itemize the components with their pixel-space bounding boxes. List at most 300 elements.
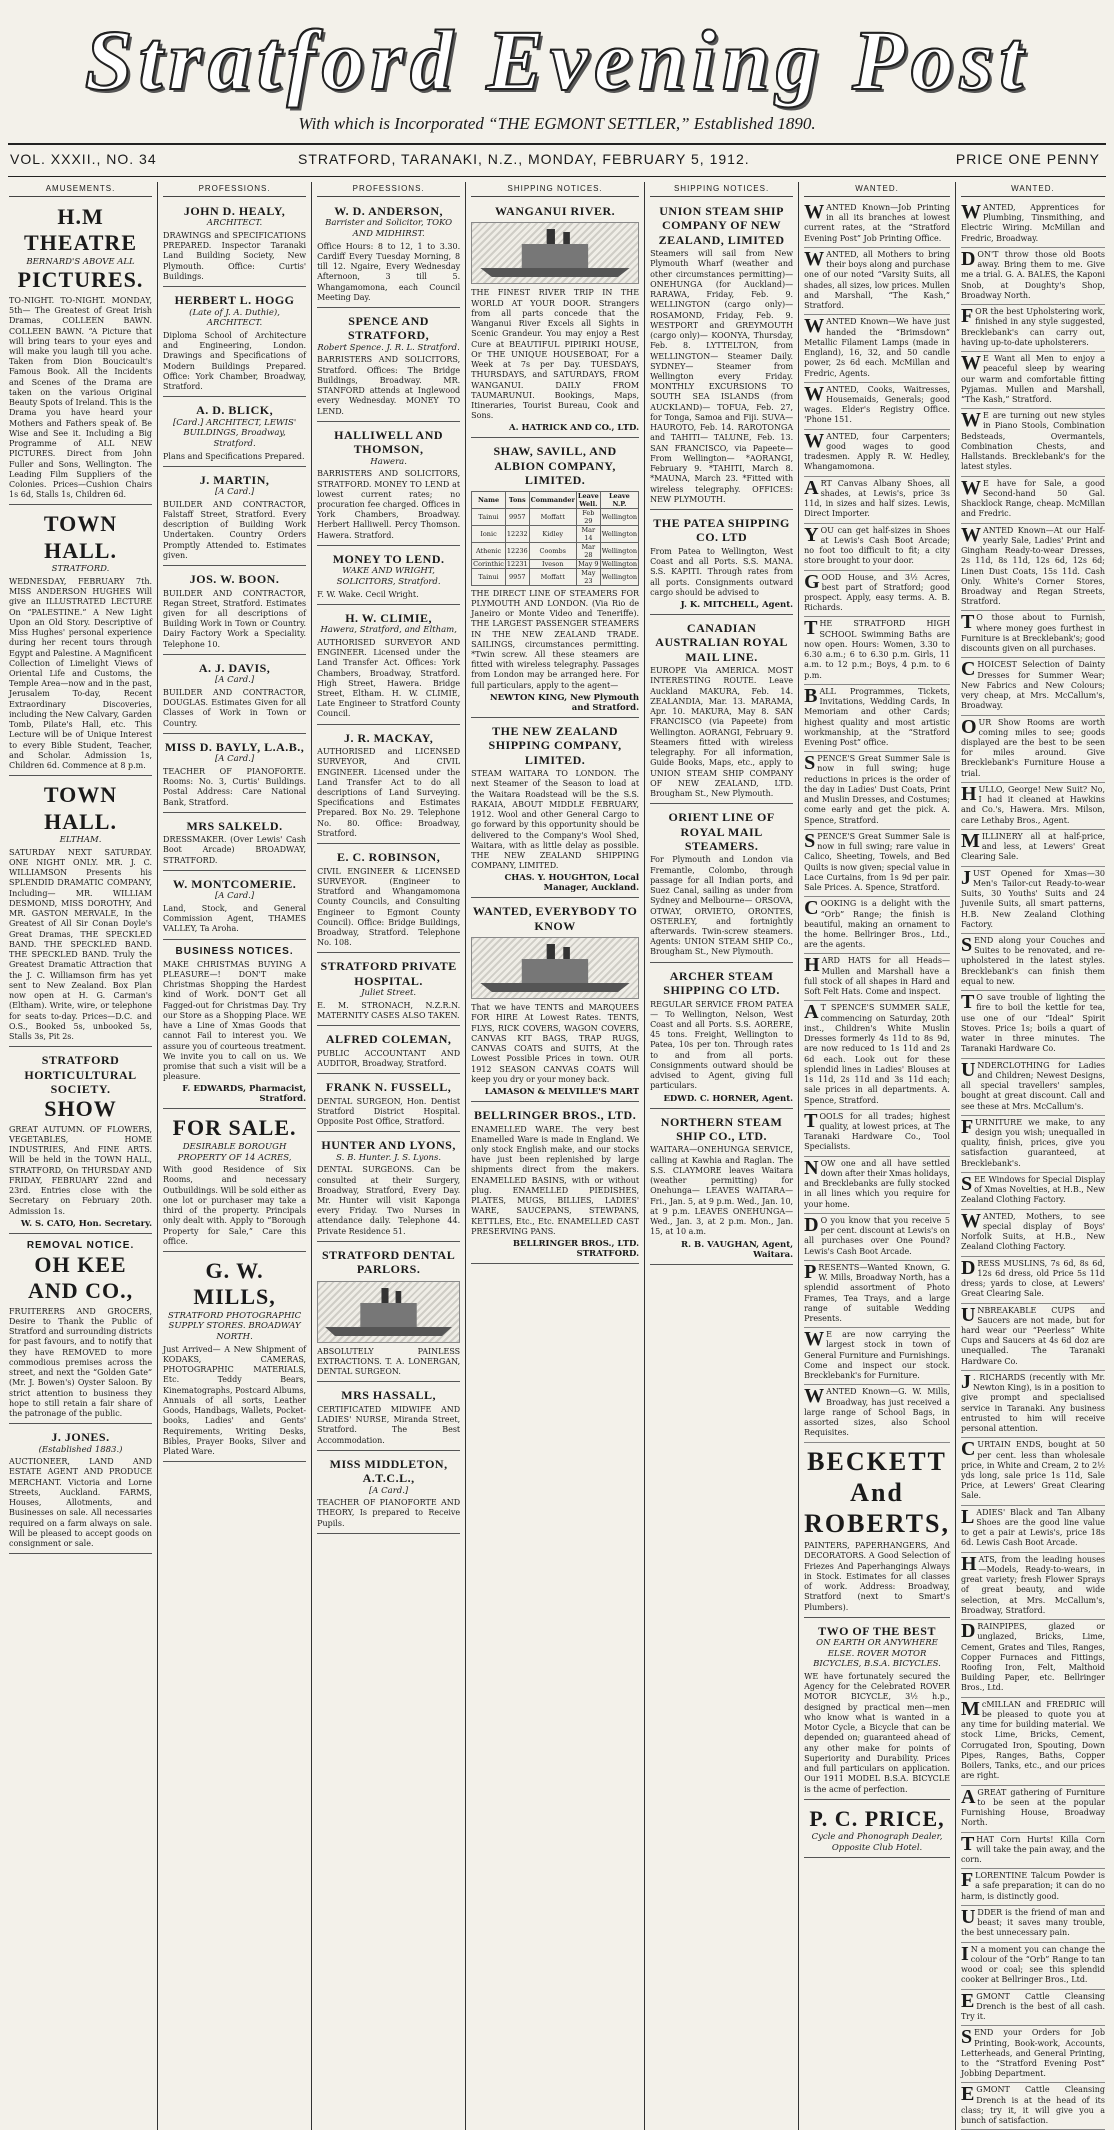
drop-cap: U [960, 1058, 976, 1081]
column-1 [4, 182, 158, 2130]
column-2 [158, 182, 312, 2130]
advertisement [650, 966, 793, 1109]
classified-text: O those about to Furnish, where money goes furthest in Furniture is at Brecklebank's; good discounts given on all purchases. [960, 613, 1105, 654]
illustration [471, 222, 639, 284]
masthead [0, 0, 1114, 150]
drop-cap: U [960, 1905, 976, 1928]
ad-signature: W. S. CATO, Hon. Secretary. [20, 1218, 153, 1229]
classified-ad [961, 305, 1105, 352]
ad-title: J. R. MACKAY, [343, 730, 434, 745]
table-cell: Moffatt [529, 508, 576, 525]
advertisement [804, 1803, 950, 1859]
drop-cap: W [960, 523, 981, 546]
classified-ad [961, 783, 1105, 830]
advertisement [317, 1077, 460, 1132]
advertisement [9, 1427, 152, 1554]
table-cell: May 23 [576, 568, 600, 585]
advertisement [317, 1245, 460, 1382]
header-rule-bottom [8, 176, 1106, 177]
drop-cap: U [960, 1303, 976, 1326]
table-cell: May 9 [578, 559, 599, 568]
ad-title: P. C. PRICE, [809, 1805, 945, 1831]
drop-cap: A [804, 476, 819, 499]
drop-cap: D [804, 1213, 819, 1236]
ad-body: BUILDER AND CONTRACTOR, DOUGLAS. Estimates Given for all Classes of Work in Town or Country. [163, 687, 307, 728]
advertisement [163, 569, 306, 655]
classified-ad [804, 1001, 950, 1109]
ad-body: Land, Stock, and General Commission Agent, THAMES VALLEY, Ta Aroha. [163, 903, 307, 934]
illustration [317, 1281, 460, 1343]
table-cell: Moffatt [529, 568, 576, 585]
classified-ad [961, 1833, 1105, 1870]
ad-body: PUBLIC ACCOUNTANT AND AUDITOR, Broadway, Stratford. [317, 1048, 461, 1068]
classified-ad [961, 1173, 1105, 1210]
ad-title: WANTED, EVERYBODY TO KNOW [472, 904, 638, 933]
drop-cap: W [804, 201, 825, 223]
ad-body: Diploma School of Architecture and Engineering, London. Drawings and Specifications of Modern Buildings Prepared. Office: York Chamber, Broadway, Stratford. [163, 330, 307, 391]
classified-text: HOICEST Selection of Dainty Dresses for Summer Wear; New Fabrics and New Colours; very cheap, at Mrs. McCallum's, Broadway. [960, 660, 1105, 711]
advertisement [163, 400, 306, 467]
classified-text: END your Orders for Job Printing, Book-work, Accounts, Letterheads, and General Printing, to the “Stratford Evening Post” Jobbing Department. [960, 2028, 1105, 2079]
ad-body: E. M. STRONACH, N.Z.R.N. MATERNITY CASES ALSO TAKEN. [317, 1000, 461, 1021]
sailing-table-header: Leave N.P. [600, 491, 638, 508]
sailing-table-header: Commander [529, 491, 576, 508]
classified-ad [804, 1328, 950, 1385]
table-cell: Tainui [472, 508, 506, 525]
advertisement [650, 201, 793, 510]
ad-title: UNION STEAM SHIP COMPANY OF NEW ZEALAND, LIMITED [658, 204, 785, 247]
drop-cap: O [960, 715, 977, 738]
ad-title: ORIENT LINE OF ROYAL MAIL STEAMERS. [668, 810, 775, 853]
sailing-table [471, 491, 639, 586]
classified-text: E have for Sale, a good Second-hand 50 Gal. Shacklock Range, cheap. McMillan and Fredric. [960, 478, 1105, 519]
drop-cap: S [960, 2026, 973, 2049]
drop-cap: H [804, 954, 820, 977]
advertisement [163, 201, 306, 287]
drop-cap: S [804, 752, 816, 775]
advertisement [163, 290, 306, 397]
classified-text: ATS, from the leading houses—Models, Ready-to-wears, in great variety; fresh Flower Sprays of great beauty, and wide selection, at Mrs. McCallum's, Broadway, Stratford. [960, 1554, 1105, 1615]
table-cell: Athenic [472, 542, 506, 559]
column-heading: WANTED. [961, 182, 1105, 197]
ad-title: E. C. ROBINSON, [337, 850, 441, 865]
advertisement [317, 549, 460, 605]
classified-ad [804, 830, 950, 897]
drop-cap: H [960, 1552, 977, 1575]
drop-cap: A [960, 1785, 976, 1808]
ad-title: BECKETT And ROBERTS, [804, 1446, 950, 1538]
table-cell: 12236 [505, 542, 529, 559]
dateline [8, 147, 1106, 173]
classified-text: ILLINERY all at half-price, and less, at Lewers' Great Clearing Sale. [960, 831, 1105, 862]
ad-subtitle: Juliet Street. [361, 988, 417, 999]
advertisement [317, 425, 460, 546]
ad-title: HERBERT L. HOGG [174, 293, 295, 308]
drop-cap: P [804, 1260, 817, 1283]
drop-cap: B [804, 684, 818, 707]
advertisement [163, 1255, 306, 1462]
column-heading: WANTED. [804, 182, 950, 197]
classified-ad [804, 1110, 950, 1157]
classified-ad [804, 752, 950, 830]
classified-ad [804, 897, 950, 954]
drop-cap: Y [804, 523, 819, 546]
ad-body: TEACHER OF PIANOFORTE. Rooms: No. 3, Curtis' Buildings. Postal Address: Care National Bank, Stratford. [163, 766, 307, 807]
ad-subtitle: Hawera, Stratford, and Eltham, [320, 625, 457, 636]
classified-ad [804, 1385, 950, 1442]
sailing-table-header: Name [472, 491, 506, 508]
ad-subtitle: [A Card.] [214, 675, 255, 686]
ad-body: WEDNESDAY, FEBRUARY 7th. MISS ANDERSON HUGHES Will give an ILLUSTRATED LECTURE On “PALESTINE.” A New Light Upon an Old Story. Descriptive of Miss Hughes' personal experience during her recent tours through Egypt and Palestine. A Magnificent Collection of Limelight Views of Oriental Life and Customs, the Temple Area—now and in the past, Jerusalem To-day, Recent Extraordinary Discoveries, including the New Calvary, Garden Tomb, Pilate's Hall, etc. This Lecture will be of Unique Interest to every Bible Student, Teacher, and Scholar. Admission 1s, Children 6d. Commence at 8 p.m. [9, 576, 153, 771]
classified-text: GMONT Cattle Cleansing Drench is at the head of its class; try it, it will give you a bunch of satisfaction. [960, 2085, 1105, 2126]
classified-ad [804, 524, 950, 571]
table-cell: Wellington [600, 568, 638, 585]
classified-ad [961, 991, 1105, 1058]
advertisement [650, 807, 793, 963]
ad-subtitle: Barrister and Solicitor, TOKO AND MIDHIRST. [325, 218, 453, 240]
ad-signature: EDWD. C. HORNER, Agent. [663, 1093, 794, 1104]
advertisement [317, 1385, 460, 1450]
ad-body: AUCTIONEER, LAND AND ESTATE AGENT AND PRODUCE MERCHANT. Victoria and Lorne Streets, Auckland. FARMS, Houses, Allotments, and Businesses on sale. All necessaries required on a farm always on sale. Will be pleased to accept goods on consignment or sale. [9, 1457, 153, 1549]
drop-cap: C [960, 658, 976, 681]
column-heading: SHIPPING NOTICES. [650, 182, 793, 197]
column-3 [312, 182, 466, 2130]
table-cell: Kidley [529, 525, 576, 542]
ad-body: Plans and Specifications Prepared. [163, 451, 305, 461]
table-cell: Wellington [600, 542, 638, 559]
ad-subtitle: [A Card.] [214, 487, 255, 498]
sailing-table-header: Leave Well. [577, 491, 599, 508]
ad-signature: LAMASON & MELVILLE'S MART [484, 1087, 640, 1098]
drop-cap: F [960, 1869, 974, 1892]
classified-ad [961, 1059, 1105, 1116]
classified-text: ALL Programmes, Tickets, Invitations, Wedding Cards, In Memoriam and other Cards; highest quality and most artistic workmanship, at the “Stratford Evening Post” office. [804, 686, 950, 748]
column-5 [645, 182, 799, 2130]
advertisement [163, 1112, 306, 1252]
ad-subtitle: BERNARD'S ABOVE ALL [26, 256, 135, 267]
drop-cap: W [804, 382, 825, 405]
ad-title: W. D. ANDERSON, [334, 204, 443, 218]
classified-ad [804, 617, 950, 684]
advertisement [471, 901, 639, 1102]
ad-subtitle: Cycle and Phonograph Dealer, Opposite Club Hotel. [811, 1832, 943, 1853]
classified-text: O save trouble of lighting the fire to boil the kettle for tea, use one of our “Ideal” Spirit Stoves. Price 1s; boils a quart of water in three minutes. The Taranaki Hardware Co. [960, 993, 1105, 1054]
drop-cap: F [960, 1115, 974, 1138]
ad-body: MAKE CHRISTMAS BUYING A PLEASURE—! DON'T make Christmas Shopping the Hardest kind of Work. DON'T Get all Fagged-out for Christmas Day. Try our Store as a Shopping Place. WE have a Line of Xmas Goods that cannot Fail to interest you. We assure you of courteous treatment. We invite you to call on us. We promise that such a visit will be a pleasure. [163, 959, 307, 1082]
ad-body: Office Hours: 8 to 12, 1 to 3.30. Cardiff Every Tuesday Morning, 8 till 12. Ngaire, Every Wednesday Afternoon, 3 till 5. Whangamomona, each Council Meeting Day. [317, 241, 461, 302]
ad-body: AUTHORISED and LICENSED SURVEYOR, And CIVIL ENGINEER. Licensed under the Land Transfer Act to do all descriptions of Land Surveying. Specifications and Estimates Prepared. Box No. 29. Telephone No. 80. Office: Broadway, Stratford. [317, 747, 461, 838]
classified-text: RESENTS—Wanted Known, G. W. Mills, Broadway North, has a splendid assortment of Photo Frames, Tea Trays, and a large range of suitable Wedding Presents. [804, 1262, 950, 1323]
ad-body: DENTAL SURGEON, Hon. Dentist Stratford District Hospital. Opposite Post Office, Stratford. [317, 1096, 461, 1127]
classified-text: ANTED, Apprentices for Plumbing, Tinsmithing, and Electric Wiring. McMillan and Fredric, Broadway. [960, 203, 1105, 243]
drop-cap: I [960, 1942, 969, 1965]
column-heading: AMUSEMENTS. [9, 182, 152, 197]
classified-text: E are now carrying the largest stock in town of General Furniture and Furnishings. Come and inspect our stock. Brecklebank's for Furniture. [804, 1330, 950, 1381]
classified-text: ANTED, all Mothers to bring their boys along and purchase one of our noted “Varsity Suits, all shades, all sizes, low prices. Mullen and Marshall, “The Kash,” Stratford. [804, 249, 950, 311]
ad-title: H.M THEATRE [24, 204, 137, 256]
column-heading: PROFESSIONS. [317, 182, 460, 197]
table-row [472, 542, 639, 559]
ad-headline: OH KEE AND CO., [27, 1251, 134, 1304]
ad-title: H. W. CLIMIE, [345, 610, 433, 625]
ad-body: PAINTERS, PAPERHANGERS, And DECORATORS. A Good Selection of Friezes And Paperhangings Always in Stock. Estimates for all classes of work. Address: Broadway, Stratford (next to Smart's Plumbers). [804, 1541, 950, 1612]
ad-body: That we have TENTS and MARQUEES FOR HIRE At Lowest Rates. TENTS, FLYS, RICK COVERS, WAGON COVERS, CANVAS KIT BAGS, TRAP RUGS, CANVAS COATS and SUITS, At the Lowest Possible Prices in town. OUR 1912 SEASON CANVAS COATS Will keep you dry or your money back. [471, 1003, 640, 1084]
drop-cap: D [960, 1620, 976, 1643]
classified-ad [961, 1620, 1105, 1698]
classified-ad [961, 477, 1105, 524]
table-cell: Corinthic [473, 559, 504, 568]
classified-ad [961, 2026, 1105, 2083]
ad-signature: A. HATRICK AND CO., LTD. [509, 423, 640, 434]
ad-title: J. MARTIN, [199, 472, 270, 487]
table-row [472, 568, 639, 585]
classified-text: . RICHARDS (recently with Mr. Newton King), is in a position to give prompt and specialised service in Taranaki. Any business entrusted to him will receive personal attention. [960, 1372, 1105, 1434]
ad-body: With good Residence of Six Rooms, and necessary Outbuildings. Will be sold either as one lot or purchaser may take a third of the property. Principals only dealt with. Apply to “Borough Property for Sale,” Care this office. [163, 1165, 307, 1246]
classified-text: ADIES' Black and Tan Albany Shoes are the good line value to get a pair at Lewis's, price 18s 6d. Lewis Cash Boot Arcade. [960, 1507, 1105, 1548]
classified-ad [804, 430, 950, 477]
drop-cap: E [960, 1989, 975, 2012]
advertisement [163, 470, 306, 566]
ad-body: ABSOLUTELY PAINLESS EXTRACTIONS. T. A. LONERGAN, DENTAL SURGEON. [317, 1346, 461, 1377]
classified-text: E are turning out new styles in Piano Stools, Combination Bedsteads, Overmantels, Combination Chests, and Hallstands. Brecklebank's for the latest styles. [960, 411, 1105, 472]
classified-text: ARD HATS for all Heads—Mullen and Marshall have a full stock of all shapes in Hard and Soft Felt Hats. Come and inspect. [804, 956, 950, 997]
advertisement [9, 508, 152, 776]
ad-signature: NEWTON KING, New Plymouth and Stratford. [489, 692, 640, 713]
ad-title: WANGANUI RIVER. [495, 204, 616, 218]
classified-ad [961, 1116, 1105, 1173]
classified-ad [804, 1157, 950, 1214]
ad-body: EUROPE Via AMERICA. MOST INTERESTING ROUTE. Leave Auckland MAKURA, Feb. 14. ZEALANDIA, Mar. 13. MARAMA, Apr. 10. MAKURA, May 8. SAN FRANCISCO (via Papeete) from Wellington. AORANGI, February 9. Steamers fitted with wireless telegraphy. For all information, Guide Books, Maps, etc., apply to UNION STEAM SHIP COMPANY OF NEW ZEALAND, LTD. Brougham St., New Plymouth. [650, 666, 794, 798]
ad-title: G. W. MILLS, [193, 1258, 276, 1310]
ad-body: BARRISTERS AND SOLICITORS, Stratford. Offices: The Bridge Buildings, Broadway. MR. STANFORD attends at Inglewood every Wednesday. MONEY TO LEND. [317, 355, 461, 416]
drop-cap: S [960, 934, 973, 956]
ad-body: STEAM WAITARA TO LONDON. The next Steamer of the Season to load at the Waitara Roadstead will be the S.S. RAKAIA, ABOUT MIDDLE FEBRUARY, 1912. Wool and other General Cargo to go forward by this opportunity should be delivered to the Company's Wool Shed, Waitara, with as little delay as possible. THE NEW ZEALAND SHIPPING COMPANY, LIMITED. [471, 769, 640, 871]
classified-text: ANTED, Mothers, to see special display of Boys' Norfolk Suits, at H.B., New Zealand Clothing Factory. [960, 1211, 1105, 1252]
classified-ad [961, 1210, 1105, 1257]
classified-ad [961, 2083, 1105, 2130]
classified-text: NBREAKABLE CUPS and Saucers are not made, but for hard wear our “Peerless” White Cups and Saucers at 4s 6d doz are unequalled. The Taranaki Hardware Co. [960, 1305, 1105, 1366]
table-row [472, 559, 639, 568]
classified-text: E Want all Men to enjoy a peaceful sleep by wearing our warm and comfortable fitting Pyjamas. Mullen and Marshall, “The Kash,” Stratford. [960, 354, 1105, 404]
ad-subtitle: ON EARTH OR ANYWHERE ELSE. ROVER MOTOR BICYCLES, B.S.A. BICYCLES. [813, 1638, 941, 1670]
drop-cap: M [960, 1697, 980, 1720]
classified-text: UST Opened for Xmas—30 Men's Tailor-cut Ready-to-wear Suits, 30 Youths' Suits and 24 Juvenile Suits, all smart patterns, H.B. New Zealand Clothing Factory. [960, 868, 1105, 929]
ad-title: TWO OF THE BEST [818, 1623, 936, 1638]
ad-title: TOWN HALL. [43, 511, 118, 563]
ad-title: J. JONES. [51, 1430, 110, 1445]
ad-title: MRS SALKELD. [186, 818, 283, 833]
drop-cap: W [960, 476, 981, 499]
newspaper-title: Stratford Evening Post [84, 12, 1030, 108]
table-cell: Tainui [472, 568, 506, 585]
ad-title: SPENCE AND STRATFORD, [348, 314, 430, 343]
classified-ad [804, 685, 950, 752]
column-heading: PROFESSIONS. [163, 182, 306, 197]
ad-body: From Patea to Wellington, West Coast and all Ports. S.S. MANA. S.S. KAPITI. Through rates from all ports. Consignments outward cargo should be advised to [650, 546, 794, 597]
classified-text: EE Windows for Special Display of Xmas Novelties, at H.B., New Zealand Clothing Factory. [960, 1174, 1105, 1205]
classified-ad [961, 1698, 1105, 1786]
classified-ad [961, 867, 1105, 934]
advertisement [163, 816, 306, 871]
table-cell: Wellington [601, 559, 638, 568]
ad-subtitle: ELTHAM. [59, 835, 102, 846]
drop-cap: H [960, 782, 977, 805]
ad-body: F. W. Wake. Cecil Wright. [317, 589, 419, 599]
drop-cap: S [804, 829, 816, 852]
volume-number: VOL. XXXII., NO. 34 [10, 151, 157, 167]
classified-text: URTAIN ENDS, bought at 50 per cent. less than wholesale price, in White and Cream, 2 to 2½ yds long, sale price 1s 11d, Sale Price, at Lewers' Great Clearing Sale. [960, 1440, 1105, 1501]
ad-subtitle: ARCHITECT. [206, 218, 263, 229]
ad-title: MISS MIDDLETON, A.T.C.L., [329, 1456, 448, 1486]
advertisement [804, 1443, 950, 1618]
drop-cap: W [804, 1385, 825, 1408]
classified-text: T SPENCE'S SUMMER SALE, commencing on Saturday, 20th inst., Children's White Muslin Dresses formerly 4s 11d to 8s 9d, are now reduced to 1s 11d and 2s 6d each. Look out for these splendid lines in Ladies' Blouses at 1s 11d, 2s 11d and 3s 11d each; sale prices in all departments. A. Spence, Stratford. [804, 1003, 950, 1105]
column-6 [799, 182, 956, 2130]
ad-title: A. D. BLICK, [196, 403, 274, 418]
classified-text: OOD House, and 3½ Acres, best part of Stratford; good prospect. Apply, easy terms. A. B. Richards. [804, 572, 950, 613]
ad-signature: CHAS. Y. HOUGHTON, Local Manager, Auckland. [504, 873, 640, 894]
classified-ad [961, 1553, 1105, 1620]
classified-text: OR the best Upholstering work, finished in any style suggested, Brecklebank's can carry out, having up-to-date upholsterers. [960, 307, 1105, 347]
ad-title: MONEY TO LEND. [332, 551, 445, 566]
classified-ad [804, 571, 950, 618]
classified-ad [961, 248, 1105, 305]
classified-ad [961, 1869, 1105, 1906]
ad-body: BUILDER AND CONTRACTOR, Falstaff Street, Stratford. Every description of Building Work Undertaken. Country Orders Promptly Attended to. Estimates given. [163, 499, 307, 560]
classified-ad [961, 1304, 1105, 1371]
column-7 [956, 182, 1110, 2130]
classified-text: cMILLAN and FREDRIC will be pleased to quote you at any time for building material. We stock Lime, Bricks, Cement, Corrugated Iron, Spouting, Down Pipes, Ranges, Baths, Copper Boilers, Tanks, etc., and our prices are right. [960, 1699, 1105, 1781]
ad-body: BUILDER AND CONTRACTOR, Regan Street, Stratford. Estimates given for all descriptions of Building Work in Town or Country. Dairy Factory Work a Speciality. Telephone 10. [163, 588, 307, 649]
ad-title: STRATFORD PRIVATE HOSPITAL. [320, 959, 457, 988]
drop-cap: W [960, 409, 981, 432]
classified-ad [961, 1990, 1105, 2027]
ad-body: ENAMELLED WARE. The very best Enamelled Ware is made in England. We only stock English make, and our stocks have just been replenished by large shipments direct from the makers. ENAMELLED BASINS, with or without plug. ENAMELLED PIEDISHES, PLATES, MUGS, BILLIES, LADIES' WARE, SAUCEPANS, STEWPANS, KETTLES, Etc., Etc. ENAMELLED CAST PRESERVING PANS. [471, 1124, 640, 1236]
drop-cap: W [804, 1328, 825, 1351]
ad-body: For Plymouth and London via Fremantle, Colombo, through passage for all Indian ports, and Suez Canal, sailing as under from Sydney and Melbourne— ORSOVA, OTWAY, ORVIETO, ORONTES, OSTERLEY, and fortnightly afterwards. Twin-screw steamers. Agents: UNION STEAM SHIP Co., Brougham St., New Plymouth. [650, 855, 794, 957]
table-cell: Feb 29 [576, 508, 600, 525]
classified-text: OOLS for all trades; highest quality, at lowest prices, at The Taranaki Hardware Co., Tool Specialists. [804, 1111, 950, 1152]
ad-title: STRATFORD DENTAL PARLORS. [321, 1247, 456, 1277]
classified-text: ANTED Known—G. W. Mills, Broadway, has just received a large range of School Bags, in assorted sizes, also School Requisites. [804, 1387, 950, 1438]
ad-title: BUSINESS NOTICES. [175, 945, 294, 957]
ad-body: DRAWINGS and SPECIFICATIONS PREPARED. Inspector Taranaki Land Building Society, New Plymouth. Office: Curtis' Buildings. [163, 231, 307, 281]
ad-title: BELLRINGER BROS., LTD. [473, 1108, 637, 1123]
drop-cap: T [960, 1832, 975, 1855]
drop-cap: J [960, 1370, 971, 1393]
drop-cap: G [804, 570, 820, 593]
ad-subtitle: [A Card.] [214, 754, 255, 765]
advertisement [471, 201, 639, 438]
ad-subtitle: DESIRABLE BOROUGH PROPERTY OF 14 ACRES, [177, 1141, 292, 1163]
newspaper-columns [4, 182, 1110, 2126]
header-rule-top [8, 143, 1106, 145]
ad-title: REMOVAL NOTICE. [26, 1239, 135, 1251]
classified-ad [961, 658, 1105, 715]
classified-text: ANTED Known—At our Half-yearly Sale, Ladies' Print and Gingham Ready-to-wear Dresses, 2s 11d, 8s 11d, 12s 6d, 12s 6d; Linen Dust Coats, 15s 11d. Cash Only. White's Corner Stores, Broadway and Regan Streets, Stratford. [960, 525, 1105, 607]
classified-text: END along your Couches and Suites to be renovated, and re-upholstered in the latest styles. Brecklebank's can finish them equal to new. [960, 936, 1105, 986]
drop-cap: T [960, 991, 975, 1014]
ad-body: TEACHER OF PIANOFORTE AND THEORY, Is prepared to Receive Pupils. [317, 1498, 461, 1528]
classified-text: ANTED, Cooks, Waitresses, Housemaids, Generals; good wages. Elder's Registry Office. 'Phone 151. [804, 384, 950, 425]
classified-text: ANTED, four Carpenters; good wages to good tradesmen. Apply R. W. Hedley, Whangamomona. [804, 431, 950, 472]
classified-ad [961, 1257, 1105, 1304]
ad-title: STRATFORD HORTICULTURAL SOCIETY. [24, 1053, 137, 1096]
advertisement [804, 1621, 950, 1800]
ad-signature: F. EDWARDS, Pharmacist, Stratford. [182, 1084, 307, 1105]
table-cell: Mar 28 [576, 542, 600, 559]
advertisement [163, 658, 306, 734]
place-date: STRATFORD, TARANAKI, N.Z., MONDAY, FEBRUARY 5, 1912. [298, 151, 750, 167]
ad-title: FOR SALE. [172, 1115, 297, 1141]
drop-cap: W [960, 201, 981, 223]
advertisement [650, 618, 793, 804]
advertisement [163, 737, 306, 813]
classified-text: ANTED Known—We have just handed the “Brimsdown” Metallic Filament Lamps (made in England), 16, 32, and 50 candle power, 2s 6d each. McMillan and Fredric, Agents. [804, 317, 950, 378]
drop-cap: W [804, 429, 825, 452]
column-heading: SHIPPING NOTICES. [471, 182, 639, 197]
advertisement [9, 779, 152, 1047]
illustration [471, 937, 639, 999]
classified-ad [961, 716, 1105, 783]
ad-title: MRS HASSALL, [341, 1388, 436, 1403]
drop-cap: W [960, 1209, 981, 1232]
ad-title: TOWN HALL. [43, 782, 118, 834]
table-cell: Wellington [600, 525, 638, 542]
classified-text: UR Show Rooms are worth coming miles to see; goods displayed are the best to be seen for miles around. Give Brecklebank's Furniture House a trial. [960, 717, 1105, 778]
advertisement [317, 847, 460, 953]
ad-subtitle: [Card.] ARCHITECT, LEWIS' BUILDINGS, Broadway, Stratford. [172, 417, 297, 449]
advertisement [317, 201, 460, 308]
classified-ad [804, 1214, 950, 1261]
classified-text: GMONT Cattle Cleansing Drench is the best of all cash. Try it. [960, 1991, 1105, 2022]
classified-text: O you know that you receive 5 per cent. discount at Lewis's on all purchases over One Pound? Lewis's Cash Boot Arcade. [804, 1215, 950, 1256]
advertisement [471, 1105, 639, 1264]
ad-title: JOHN D. HEALY, [183, 204, 286, 218]
ad-body: AUTHORISED SURVEYOR AND ENGINEER. Licensed under the Land Transfer Act. Offices: York Chambers, Broadway, Stratford. High Street, Hawera. Bridge Street, Eltham. H. W. CLIMIE, Late Engineer to Stratford County Council. [317, 637, 461, 719]
ad-body: THE DIRECT LINE OF STEAMERS FOR PLYMOUTH AND LONDON. (Via Rio de Janeiro or Monte Video and Teneriffe). THE LARGEST PASSENGER STEAMERS IN THE NEW ZEALAND TRADE. SAILINGS, circumstances permitting. *Twin screw. All these steamers are fitted with wireless telegraphy. Passages from London may be arranged here. For full particulars, apply to the agent— [471, 588, 640, 690]
classified-text: OOKING is a delight with the “Orb” Range; the finish is beautiful, making an ornament to the home. Bellringer Bros., Ltd., are the agents. [804, 899, 950, 950]
drop-cap: T [960, 611, 975, 634]
ad-title: HALLIWELL AND THOMSON, [334, 427, 444, 457]
advertisement [650, 513, 793, 615]
drop-cap: A [804, 1001, 819, 1024]
classified-text: ON'T throw those old Boots away. Bring them to me. Give me a trial. G. A. BALES, the Kaponi Snob, at Doughty's Shop, Broadway North. [960, 249, 1105, 300]
ad-body: REGULAR SERVICE FROM PATEA— To Wellington, Nelson, West Coast and all Ports. S.S. AORERE, 45 tons. Freight, Wellington to Patea, 10s per ton. Through rates to and from all ports. Consignments outward should be advised to Agent, giving full particulars. [650, 999, 794, 1091]
ad-title: A. J. DAVIS, [198, 660, 271, 675]
ad-body: Just Arrived— A New Shipment of KODAKS, CAMERAS, PHOTOGRAPHIC MATERIALS, Etc. Teddy Bears, Kinematographs, Postcard Albums, Annuals of all sorts, Leather Goods, Handbags, Wallets, Pocket-books, Ladies' and Gents' Requirements, Writing Desks, Bibles, Prayer Books, Silver and Plated Ware. [163, 1344, 307, 1456]
drop-cap: C [960, 1438, 976, 1461]
advertisement [317, 956, 460, 1026]
ad-body: THE FINEST RIVER TRIP IN THE WORLD AT YOUR DOOR. Strangers from all parts concede that the Wanganui River Excels all Sights in Scenic Grandeur. You may enjoy a Rest Cure at BEAUTIFUL PIPIRIKI HOUSE, Or THE UNIQUE HOUSEBOAT, For a Week at 7s per Day. TUESDAYS, THURSDAYS, and SATURDAYS, FROM WANGANUI. DAILY FROM TAUMARUNUI. Bookings, Maps, Itineraries, Tourist Bureau, Cook and Sons. [471, 288, 640, 421]
price: PRICE ONE PENNY [955, 151, 1100, 167]
table-cell: 12231 [506, 559, 528, 568]
drop-cap: M [960, 829, 980, 852]
ad-body: WE have fortunately secured the Agency for the Celebrated ROVER MOTOR BICYCLE, 3½ h.p., designed by practical men—men who know what is wanted in a Motor Cycle, a Bicycle that can be depended on; guaranteed ahead of any other make for points of Superiority and Durability. Prices and full particulars on application. Our 1911 MODEL B.S.A. BICYCLE is the acme of perfection. [804, 1672, 950, 1794]
classified-ad [804, 248, 950, 315]
advertisement [317, 608, 460, 725]
table-cell: Mar 14 [576, 525, 600, 542]
classified-text: RT Canvas Albany Shoes, all shades, at Lewis's, price 3s 11d, in sizes and half sizes. Lewis, Direct Importer. [804, 478, 950, 519]
classified-text: GREAT gathering of Furniture to be seen at the popular Furnishing House, Broadway North. [960, 1787, 1105, 1828]
ad-subtitle: [A Card.] [214, 891, 255, 902]
sailing-table-header: Tons [505, 491, 529, 508]
ad-body: TO-NIGHT. TO-NIGHT. MONDAY, 5th— The Greatest of Great Irish Dramas, COLLEEN BAWN. COLLEEN BAWN. “A Picture that will bring tears to your eyes and will make you laugh till you ache. Taken from Dion Boucicault's Famous Book. All the Incidents and Scenes of the Drama are taken on the various Original Beauty Spots of Ireland. This is the Drama you have heard your Mothers and Fathers speak of. Be Wise and See it. Including a Big Programme of ALL NEW PICTURES. Direct from John Fuller and Sons, Wellington. The Leading Film Suppliers of the Colonies. Prices—Cushion Chairs 1s 6d, Stalls 1s, Children 6d. [9, 295, 153, 500]
classified-ad [804, 315, 950, 382]
classified-text: LORENTINE Talcum Powder is a safe preparation; it can do no harm, is distinctly good. [960, 1871, 1105, 1901]
ad-headline: PICTURES. [17, 267, 144, 293]
classified-ad [804, 201, 950, 248]
